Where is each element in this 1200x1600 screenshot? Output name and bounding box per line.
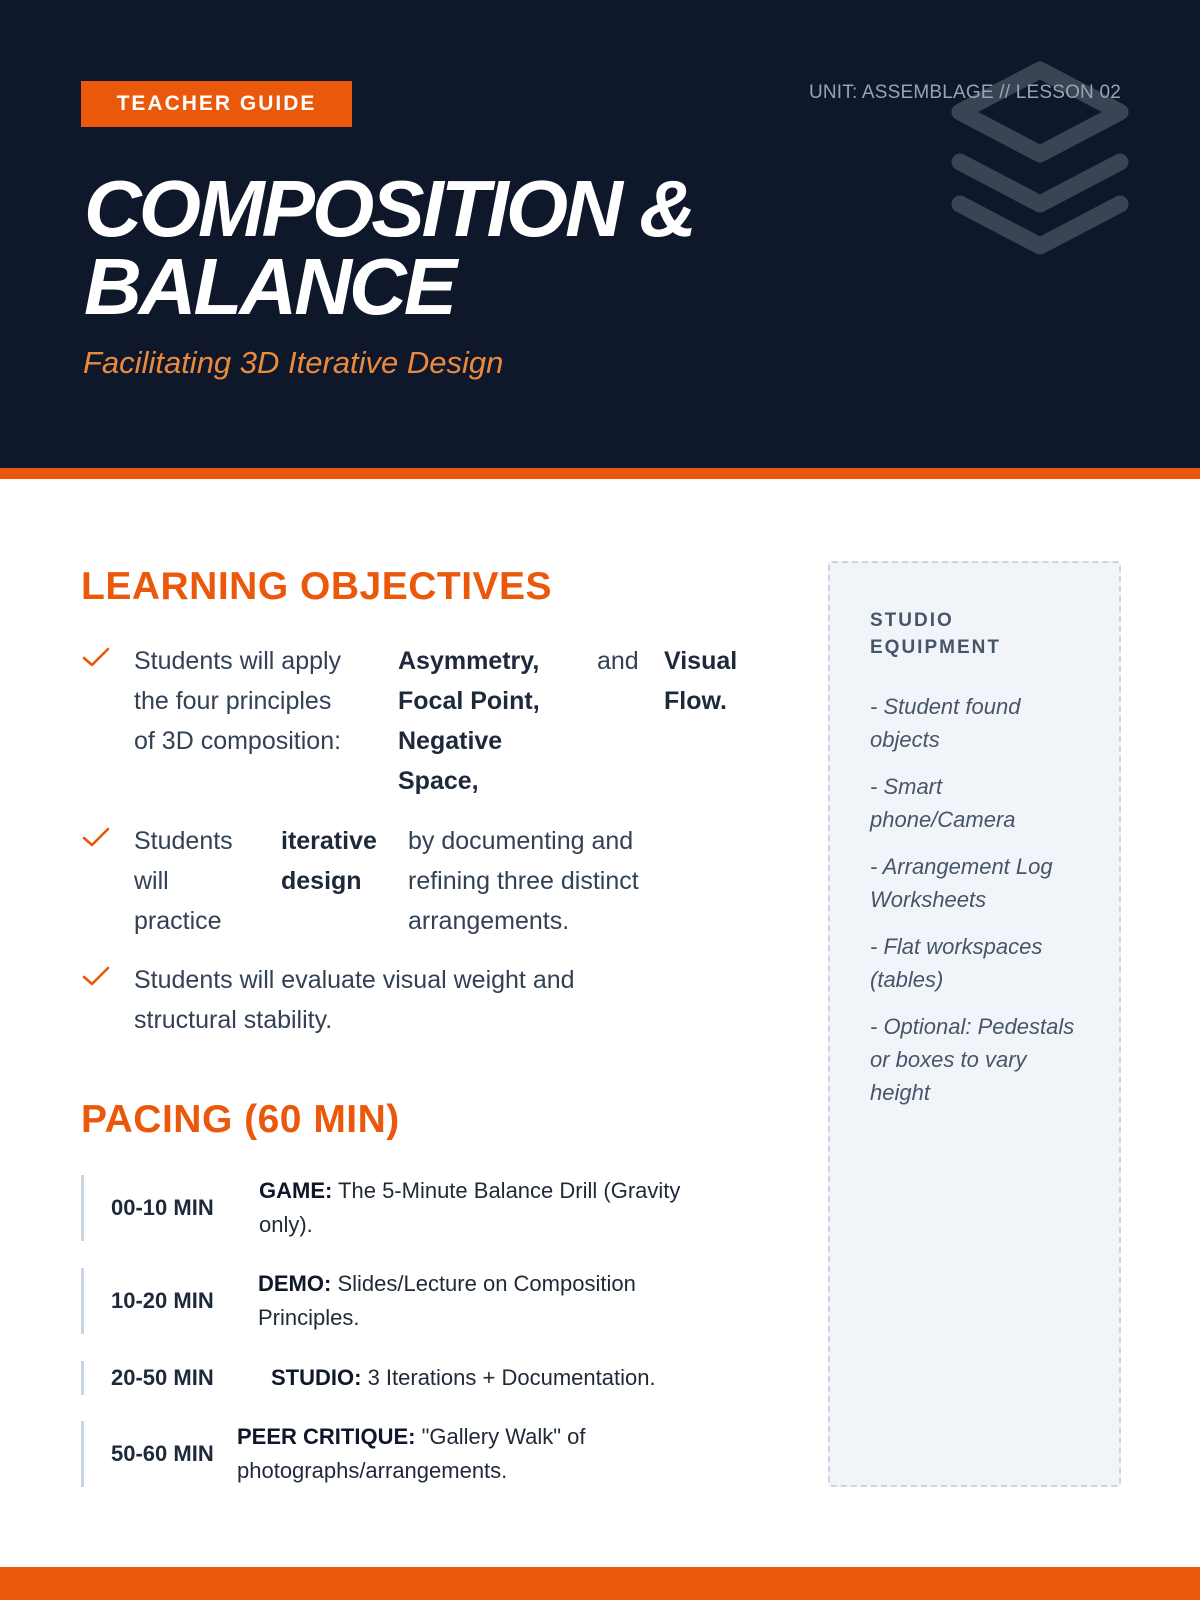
pacing-row (81, 1175, 761, 1241)
pacing-time: 50-60 MIN (111, 1441, 214, 1466)
pacing-activity-text: Slides/Lecture on Composition Principles. (258, 1271, 636, 1330)
studio-equipment-panel (828, 561, 1121, 1487)
objective-text: Students will evaluate visual weight and (134, 966, 575, 994)
checkmark-icon (81, 643, 111, 673)
objective-text: by documenting and (408, 827, 634, 855)
objective-emphasis: Negative (398, 727, 503, 755)
objective-text: Students (134, 827, 233, 855)
objective-emphasis: iterative (281, 827, 377, 855)
objective-item (81, 821, 761, 941)
pacing-activity-label: GAME: (259, 1178, 333, 1203)
title-line-2: BALANCE (84, 242, 455, 331)
equipment-item: - Arrangement Log Worksheets (870, 854, 1053, 912)
objective-emphasis: Flow. (664, 687, 727, 715)
pacing-description (271, 1361, 751, 1395)
footer-accent-stripe (0, 1567, 1200, 1600)
unit-lesson-label: UNIT: ASSEMBLAGE // LESSON 02 (808, 82, 1121, 103)
page-title (84, 164, 804, 331)
checkmark-icon (81, 962, 111, 992)
pacing-row (81, 1421, 761, 1487)
equipment-item: - Smart phone/Camera (870, 774, 1016, 832)
objective-item (81, 960, 761, 1040)
objective-text: arrangements. (408, 907, 570, 935)
objective-text: will (134, 867, 169, 895)
objective-emphasis: Focal Point, (398, 687, 540, 715)
equipment-item: - Optional: Pedestals or boxes to vary height (870, 1014, 1075, 1105)
header-banner (0, 0, 1200, 468)
objective-emphasis: Asymmetry, (398, 647, 540, 675)
objective-text: refining three distinct (408, 867, 639, 895)
objective-emphasis: Space, (398, 767, 479, 795)
pacing-heading: PACING (60 MIN) (81, 1098, 400, 1141)
objectives-heading: LEARNING OBJECTIVES (81, 565, 553, 608)
objective-text: of 3D composition: (134, 727, 342, 755)
pacing-activity-text: "Gallery Walk" of photographs/arrangements. (237, 1424, 586, 1483)
pacing-time: 20-50 MIN (111, 1365, 214, 1390)
header-accent-stripe (0, 468, 1200, 479)
pacing-time: 00-10 MIN (111, 1195, 214, 1220)
pacing-activity-label: DEMO: (258, 1271, 332, 1296)
pacing-row (81, 1361, 761, 1395)
pacing-description (258, 1267, 698, 1335)
page-subtitle: Facilitating 3D Iterative Design (83, 345, 504, 380)
pacing-description (259, 1174, 739, 1242)
objective-text: structural stability. (134, 1006, 333, 1034)
equipment-list (870, 690, 1079, 1109)
pacing-activity-text: 3 Iterations + Documentation. (361, 1365, 656, 1390)
pacing-description (237, 1420, 657, 1488)
pacing-row (81, 1268, 761, 1334)
checkmark-icon (81, 823, 111, 853)
objective-emphasis: design (281, 867, 362, 895)
pacing-activity-label: PEER CRITIQUE: (237, 1424, 416, 1449)
objective-text: the four principles (134, 687, 332, 715)
objective-text: and (597, 647, 639, 675)
objective-item (81, 641, 761, 801)
equipment-item: - Student found objects (870, 694, 1021, 752)
objective-text: practice (134, 907, 222, 935)
objective-emphasis: Visual (664, 647, 738, 675)
title-line-1: COMPOSITION & (84, 164, 694, 253)
pacing-activity-label: STUDIO: (271, 1365, 362, 1390)
pacing-time: 10-20 MIN (111, 1288, 214, 1313)
sidebar-title: STUDIO EQUIPMENT (870, 610, 1001, 658)
teacher-guide-badge: TEACHER GUIDE (81, 81, 352, 127)
equipment-item: - Flat workspaces (tables) (870, 934, 1043, 992)
pacing-activity-text: The 5-Minute Balance Drill (Gravity only). (259, 1178, 681, 1237)
objective-text: Students will apply (134, 647, 342, 675)
